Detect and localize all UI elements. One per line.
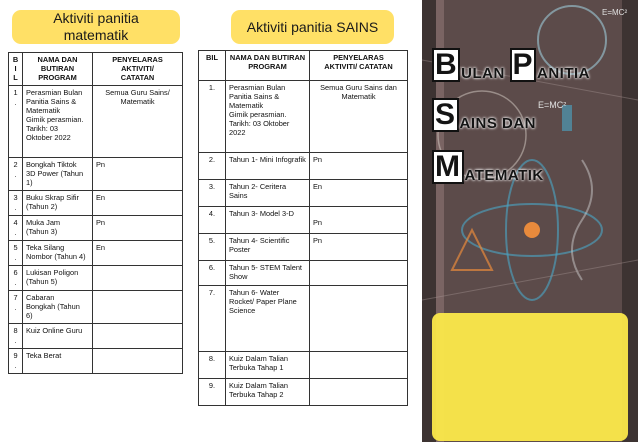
col-header-name: NAMA DAN BUTIRAN PROGRAM (23, 53, 93, 86)
row-coordinator: Pn (93, 216, 183, 241)
row-number: 5 . (9, 241, 23, 266)
row-coordinator: En (310, 180, 408, 207)
row-program-name: Buku Skrap Sifir (Tahun 2) (23, 191, 93, 216)
table-row (199, 261, 408, 286)
row-number: 6 . (9, 266, 23, 291)
row-coordinator: Semua Guru Sains dan Matematik (310, 81, 408, 153)
row-number: 2 . (9, 158, 23, 191)
row-coordinator (93, 291, 183, 324)
row-coordinator: En (93, 241, 183, 266)
row-number: 4 . (9, 216, 23, 241)
row-program-name: Tahun 5- STEM Talent Show (226, 261, 310, 286)
table-row (199, 352, 408, 379)
row-program-name: Tahun 4- Scientific Poster (226, 234, 310, 261)
row-program-name: Teka Silang Nombor (Tahun 4) (23, 241, 93, 266)
row-number: 6. (199, 261, 226, 286)
yellow-placeholder-box (432, 313, 628, 441)
left-title (12, 10, 180, 44)
row-coordinator: Pn (310, 207, 408, 234)
row-program-name: Cabaran Bongkah (Tahun 6) (23, 291, 93, 324)
cover-cap-p: P (510, 48, 537, 82)
table-row (9, 191, 183, 216)
math-activity-table (8, 52, 183, 374)
row-coordinator: En (93, 191, 183, 216)
table-row (199, 81, 408, 153)
row-coordinator: Pn (310, 234, 408, 261)
row-program-name: Muka Jam (Tahun 3) (23, 216, 93, 241)
col-header-bil: B I L (9, 53, 23, 86)
table-row (199, 207, 408, 234)
table-row (199, 286, 408, 352)
row-program-name: Bongkah Tiktok 3D Power (Tahun 1) (23, 158, 93, 191)
row-number: 7 . (9, 291, 23, 324)
row-number: 3 . (9, 191, 23, 216)
table-row (9, 266, 183, 291)
row-coordinator (310, 379, 408, 406)
row-number: 7. (199, 286, 226, 352)
cover-cap-s: S (432, 98, 459, 132)
table-row (9, 349, 183, 374)
middle-title (231, 10, 394, 44)
row-coordinator: Pn (310, 153, 408, 180)
cover-title-line3 (432, 150, 544, 184)
cover-title-line1 (432, 48, 590, 82)
cover-cap-b: B (432, 48, 460, 82)
row-number: 4. (199, 207, 226, 234)
middle-title-text: Aktiviti panitia SAINS (246, 18, 379, 35)
table-row (199, 379, 408, 406)
row-program-name: Tahun 2- Ceritera Sains (226, 180, 310, 207)
row-number: 9. (199, 379, 226, 406)
table-row (199, 234, 408, 261)
row-program-name: Teka Berat (23, 349, 93, 374)
row-number: 1. (199, 81, 226, 153)
col-header-remark: PENYELARAS AKTIVITI/ CATATAN (93, 53, 183, 86)
row-number: 2. (199, 153, 226, 180)
row-program-name: Perasmian Bulan Panitia Sains & Matematik Gimik perasmian. Tarikh: 03 Oktober 2022 (226, 81, 310, 153)
row-coordinator (310, 261, 408, 286)
row-number: 5. (199, 234, 226, 261)
row-program-name: Kuiz Dalam Talian Terbuka Tahap 2 (226, 379, 310, 406)
row-coordinator: Pn (93, 158, 183, 191)
cover-cap-m: M (432, 150, 464, 184)
table-row (9, 324, 183, 349)
table-row (199, 153, 408, 180)
table-row (9, 86, 183, 158)
row-coordinator (93, 266, 183, 291)
row-program-name: Kuiz Dalam Talian Terbuka Tahap 1 (226, 352, 310, 379)
row-program-name: Kuiz Online Guru (23, 324, 93, 349)
cover-text-ulan: ULAN (461, 65, 510, 82)
left-title-text: Aktiviti panitia matematik (53, 10, 139, 43)
cover-text-ains-dan: AINS DAN (459, 115, 537, 132)
row-coordinator (310, 352, 408, 379)
row-number: 8. (199, 352, 226, 379)
row-program-name: Tahun 1- Mini Infografik (226, 153, 310, 180)
row-number: 9 . (9, 349, 23, 374)
row-number: 8 . (9, 324, 23, 349)
cover-panel (422, 0, 638, 442)
row-program-name: Perasmian Bulan Panitia Sains & Matematik Gimik perasmian. Tarikh: 03 Oktober 2022 (23, 86, 93, 158)
row-number: 3. (199, 180, 226, 207)
row-program-name: Tahun 3- Model 3-D (226, 207, 310, 234)
table-row (199, 180, 408, 207)
row-coordinator: Semua Guru Sains/ Matematik (93, 86, 183, 158)
emc-label-top: E=MC² (602, 8, 628, 17)
table-row (9, 158, 183, 191)
row-coordinator (310, 286, 408, 352)
row-program-name: Lukisan Poligon (Tahun 5) (23, 266, 93, 291)
cover-text-atematik: ATEMATIK (464, 167, 544, 184)
science-activity-table (198, 50, 408, 406)
cover-text-anitia: ANITIA (537, 65, 591, 82)
row-program-name: Tahun 6- Water Rocket/ Paper Plane Science (226, 286, 310, 352)
row-coordinator (93, 324, 183, 349)
col-header-bil: BIL (199, 51, 226, 81)
col-header-name: NAMA DAN BUTIRAN PROGRAM (226, 51, 310, 81)
row-coordinator (93, 349, 183, 374)
row-number: 1 . (9, 86, 23, 158)
table-row (9, 241, 183, 266)
cover-title-line2 (432, 98, 536, 132)
col-header-remark: PENYELARAS AKTIVITI/ CATATAN (310, 51, 408, 81)
table-row (9, 291, 183, 324)
emc-label-mid: E=MC² (538, 100, 567, 110)
table-row (9, 216, 183, 241)
